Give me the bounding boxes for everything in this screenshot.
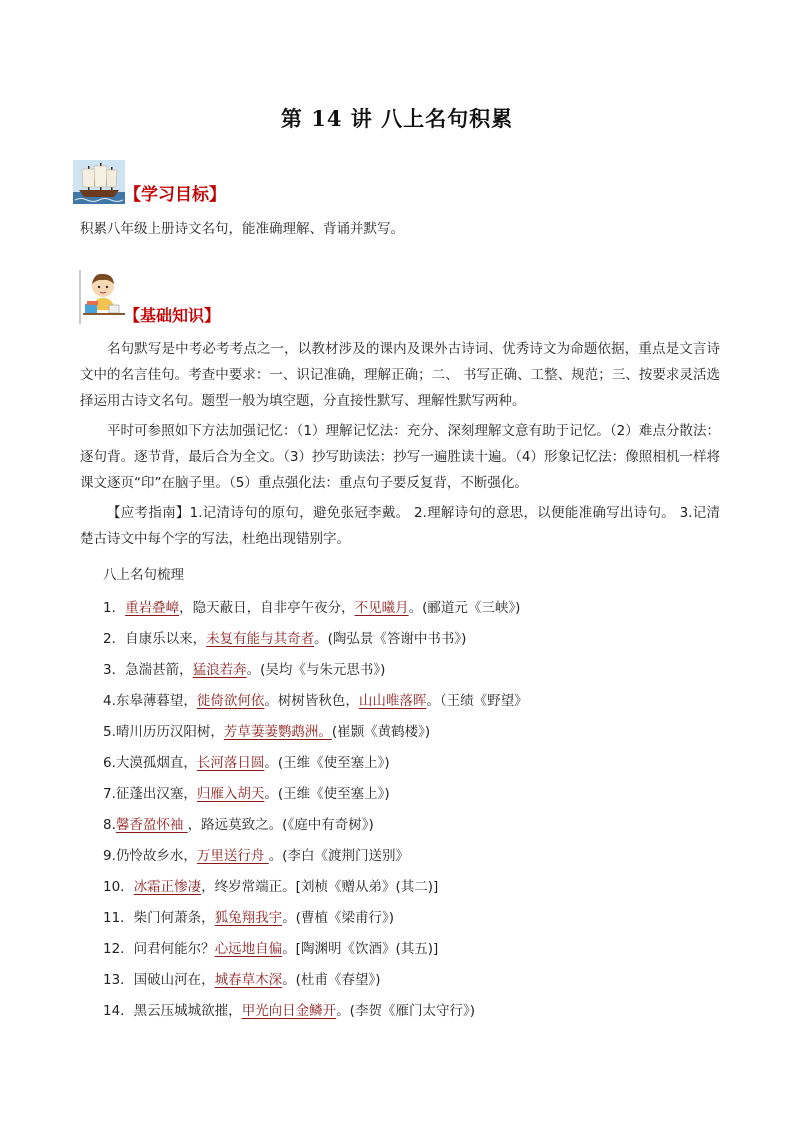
list-item: 12．问君何能尔？心远地自偏。[陶渊明《饮酒》(其五)] xyxy=(103,941,439,957)
list-title: 八上名句梳理 xyxy=(103,567,184,583)
page-title: 第 14 讲 八上名句积累 xyxy=(280,106,514,131)
section-title-learning-goals: 【学习目标】 xyxy=(124,185,226,205)
sailing-ship-icon xyxy=(73,160,125,204)
list-item: 11．柴门何萧条，狐兔翔我宇。(曹植《梁甫行》) xyxy=(103,910,394,926)
list-item: 13．国破山河在，城春草木深。(杜甫《春望》) xyxy=(103,972,381,988)
list-item: 4.东皋薄暮望，徙倚欲何依。树树皆秋色，山山唯落晖。（王绩《野望》 xyxy=(103,693,528,709)
list-item: 14．黑云压城城欲摧，甲光向日金鳞开。(李贺《雁门太守行》) xyxy=(103,1003,475,1019)
list-item: 7.征蓬出汉塞，归雁入胡天。(王维《使至塞上》) xyxy=(103,786,390,802)
list-item: 6.大漠孤烟直，长河落日圆。(王维《使至塞上》) xyxy=(103,755,390,771)
list-item: 1．重岩叠嶂，隐天蔽日，自非亭午夜分，不见曦月。(郦道元《三峡》) xyxy=(103,600,521,616)
list-item: 9.仍怜故乡水，万里送行舟 。(李白《渡荆门送别》 xyxy=(103,848,409,864)
list-item: 5.晴川历历汉阳树，芳草萋萋鹦鹉洲。(崔颢《黄鹤楼》) xyxy=(103,724,431,740)
student-reading-icon xyxy=(79,270,127,324)
paragraph-exam-overview: 名句默写是中考必考考点之一，以教材涉及的课内及课外古诗词、优秀诗文为命题依据，重点是文言诗文中的名言佳句。考查中要求：一、识记准确，理解正确；二、 书写正确、工整、规范；三、按要求灵活选择运用古诗文名句。题型一般为填空题，分直接性默写、理解性默写两种。 xyxy=(80,341,720,409)
list-item: 8.馨香盈怀袖 ，路远莫致之。(《庭中有奇树》) xyxy=(103,817,374,833)
list-item: 2．自康乐以来，未复有能与其奇者。(陶弘景《答谢中书书》) xyxy=(103,631,467,647)
learning-goal-text: 积累八年级上册诗文名句，能准确理解、背诵并默写。 xyxy=(80,221,404,237)
list-item: 10．冰霜正惨凄，终岁常端正。[刘桢《赠从弟》(其二)] xyxy=(103,879,439,895)
paragraph-memory-methods: 平时可参照如下方法加强记忆：（1）理解记忆法：充分、深刻理解文意有助于记忆。（2）难点分散法：逐句背。逐节背，最后合为全文。（3）抄写助读法：抄写一遍胜读十遍。（4）形象记忆法：像照相机一样将课文逐页“印”在脑子里。（5）重点强化法：重点句子要反复背，不断强化。 xyxy=(80,423,720,491)
paragraph-exam-guide: 【应考指南】1.记清诗句的原句，避免张冠李戴。 2.理解诗句的意思，以便能准确写出诗句。 3.记清楚古诗文中每个字的写法，杜绝出现错别字。 xyxy=(80,505,720,547)
section-title-basic-knowledge: 【基础知识】 xyxy=(124,306,221,325)
list-item: 3．急湍甚箭，猛浪若奔。(吴均《与朱元思书》) xyxy=(103,662,386,678)
